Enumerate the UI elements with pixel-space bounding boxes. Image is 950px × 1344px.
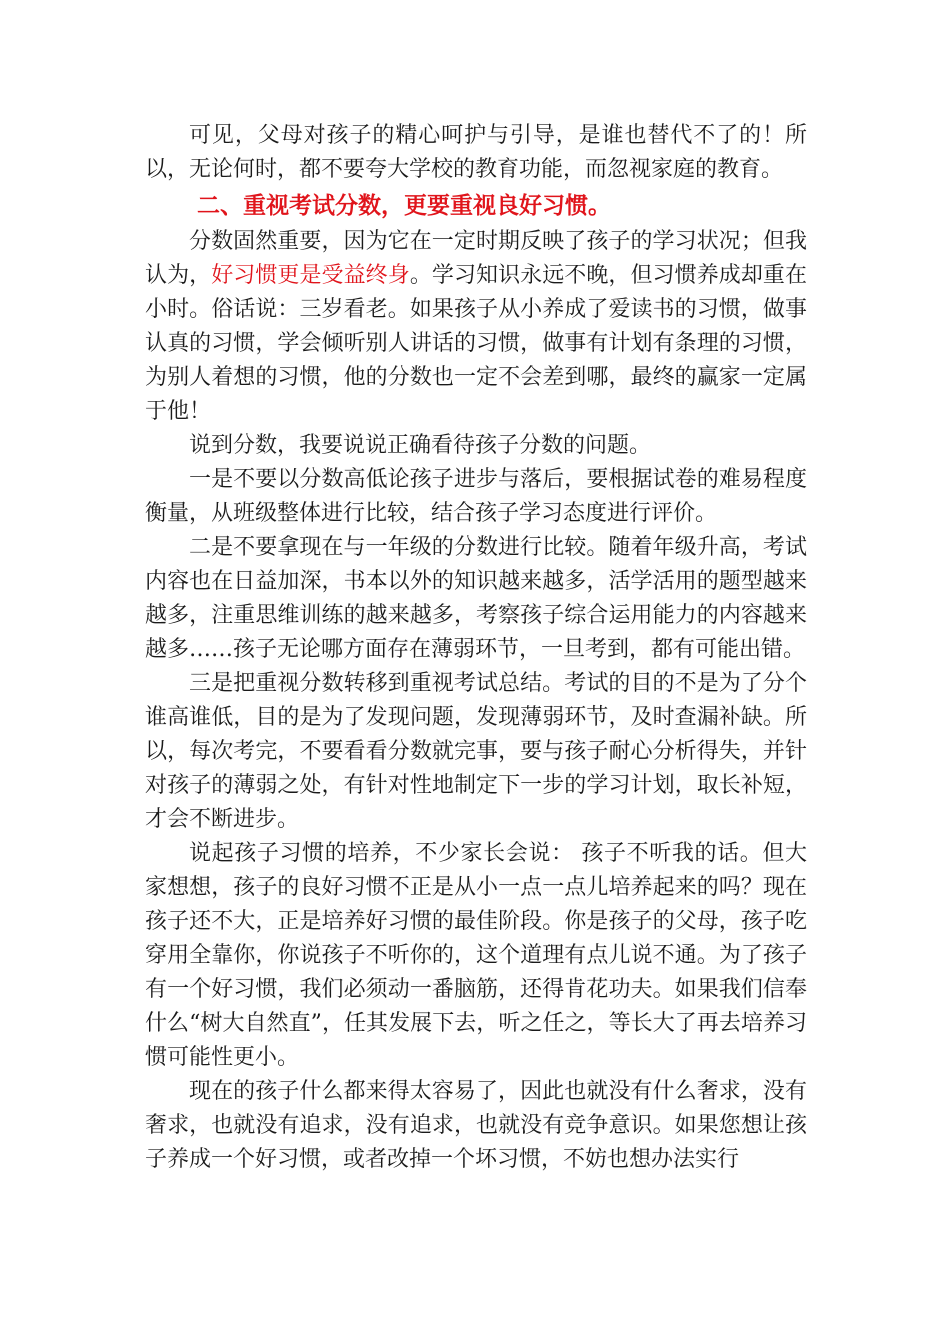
paragraph-6: 三是把重视分数转移到重视考试总结。考试的目的不是为了分个谁高谁低，目的是为了发现问题，发现薄弱环节，及时查漏补缺。所以，每次考完，不要看看分数就完事，要与孩子耐心分析得失，并针对孩子的薄弱之处，有针对性地制定下一步的学习计划，取长补短，才会不断进步。 bbox=[145, 671, 807, 832]
paragraph-4: 一是不要以分数高低论孩子进步与落后，要根据试卷的难易程度衡量，从班级整体进行比较，结合孩子学习态度进行评价。 bbox=[145, 467, 807, 526]
paragraph-5: 二是不要拿现在与一年级的分数进行比较。随着年级升高，考试内容也在日益加深，书本以外的知识越来越多，活学活用的题型越来越多，注重思维训练的越来越多，考察孩子综合运用能力的内容越来越多……孩子无论哪方面存在薄弱环节，一旦考到，都有可能出错。 bbox=[145, 535, 807, 662]
paragraph-2-after: 。学习知识永远不晚，但习惯养成却重在小时。俗话说：三岁看老。如果孩子从小养成了爱读书的习惯，做事认真的习惯，学会倾听别人讲话的习惯，做事有计划有条理的习惯，为别人着想的习惯，他的分数也一定不会差到哪，最终的赢家一定属于他！ bbox=[145, 263, 807, 424]
paragraph-3: 说到分数，我要说说正确看待孩子分数的问题。 bbox=[189, 433, 652, 458]
paragraph-1: 可见，父母对孩子的精心呵护与引导，是谁也替代不了的！所以，无论何时，都不要夸大学校的教育功能，而忽视家庭的教育。 bbox=[145, 123, 807, 182]
paragraph-8: 现在的孩子什么都来得太容易了，因此也就没有什么奢求，没有奢求，也就没有追求，没有追求，也就没有竞争意识。如果您想让孩子养成一个好习惯，或者改掉一个坏习惯，不妨也想办法实行 bbox=[145, 1079, 807, 1172]
document-page bbox=[145, 119, 807, 1177]
section-heading: 二、重视考试分数，更要重视良好习惯。 bbox=[197, 193, 611, 219]
highlighted-phrase: 好习惯更是受益终身 bbox=[211, 263, 410, 288]
paragraph-2-before: 分数固然重要，因为它在一定时期反映了孩子的学习状况；但我认为， bbox=[145, 229, 807, 288]
paragraph-7: 说起孩子习惯的培养，不少家长会说： 孩子不听我的话。但大家想想，孩子的良好习惯不正是从小一点一点儿培养起来的吗？现在孩子还不大，正是培养好习惯的最佳阶段。你是孩子的父母，孩子吃穿用全靠你，你说孩子不听你的，这个道理有点儿说不通。为了孩子有一个好习惯，我们必须动一番脑筋，还得肯花功夫。如果我们信奉什么“树大自然直”，任其发展下去，听之任之，等长大了再去培养习惯可能性更小。 bbox=[145, 841, 807, 1070]
paragraph-2 bbox=[145, 225, 807, 429]
